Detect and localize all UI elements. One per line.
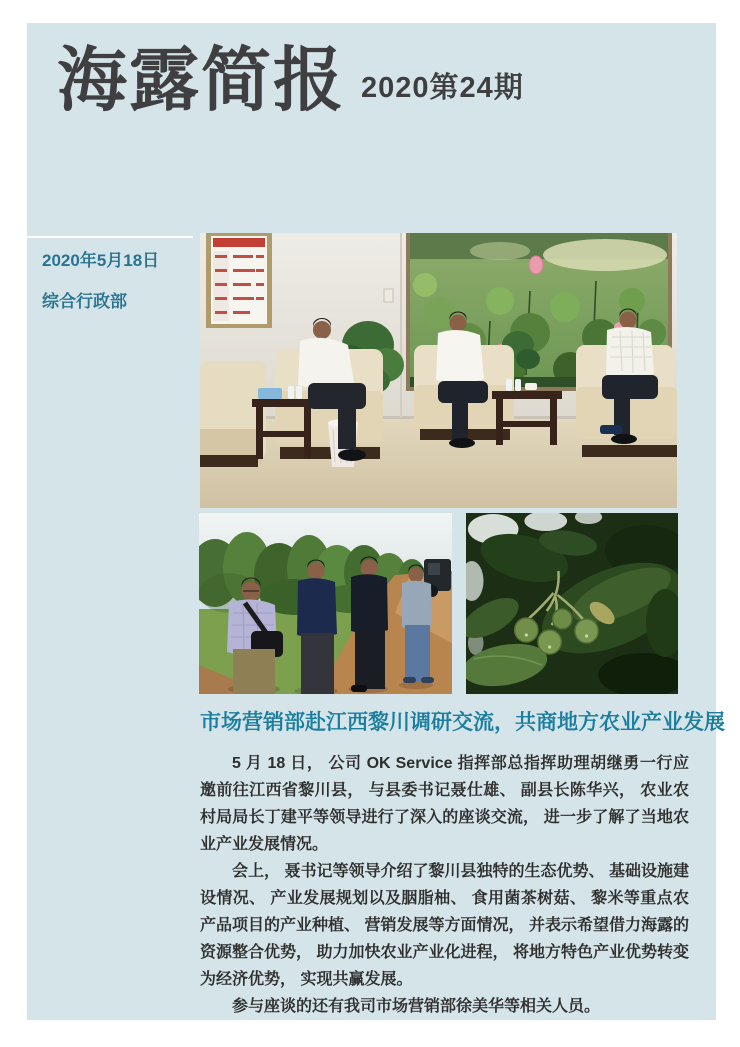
article-paragraph: 参与座谈的还有我司市场营销部徐美华等相关人员。 bbox=[232, 998, 601, 1015]
masthead bbox=[57, 41, 524, 119]
meeting-photo bbox=[200, 233, 677, 508]
article-paragraph: 会上， 聂书记等领导介绍了黎川县独特的生态优势、 基础设施建设情况、 产业发展规划以及胭脂柚、 食用菌茶树菇、 黎米等重点农产品项目的产业种植、 营销发展等方面情况， 并表示希望借力海露的资源整合优势， 助力加快农业产业化进程， 将地方特色产业优势转变为经济优势， 实现共赢发展。 bbox=[200, 863, 689, 988]
publish-department: 综合行政部 bbox=[42, 292, 127, 311]
article-headline: 市场营销部赴江西黎川调研交流，共商地方农业产业发展 bbox=[200, 711, 725, 734]
meta-divider bbox=[25, 236, 193, 238]
article-body bbox=[200, 750, 689, 1020]
bulletin-board bbox=[206, 233, 272, 328]
fruit-photo bbox=[466, 513, 678, 694]
page-title: 海露简报 bbox=[57, 41, 345, 119]
issue-number: 2020第24期 bbox=[361, 71, 524, 104]
article-paragraph: 5 月 18 日， 公司 OK Service 指挥部总指挥助理胡继勇一行应邀前往江西省黎川县， 与县委书记聂仕雄、 副县长陈华兴， 农业农村局局长丁建平等领导进行了深入的座谈交流， 进一步了解了当地农业产业发展情况。 bbox=[200, 755, 689, 853]
orchard-photo bbox=[199, 513, 452, 694]
publish-date: 2020年5月18日 bbox=[42, 251, 160, 270]
